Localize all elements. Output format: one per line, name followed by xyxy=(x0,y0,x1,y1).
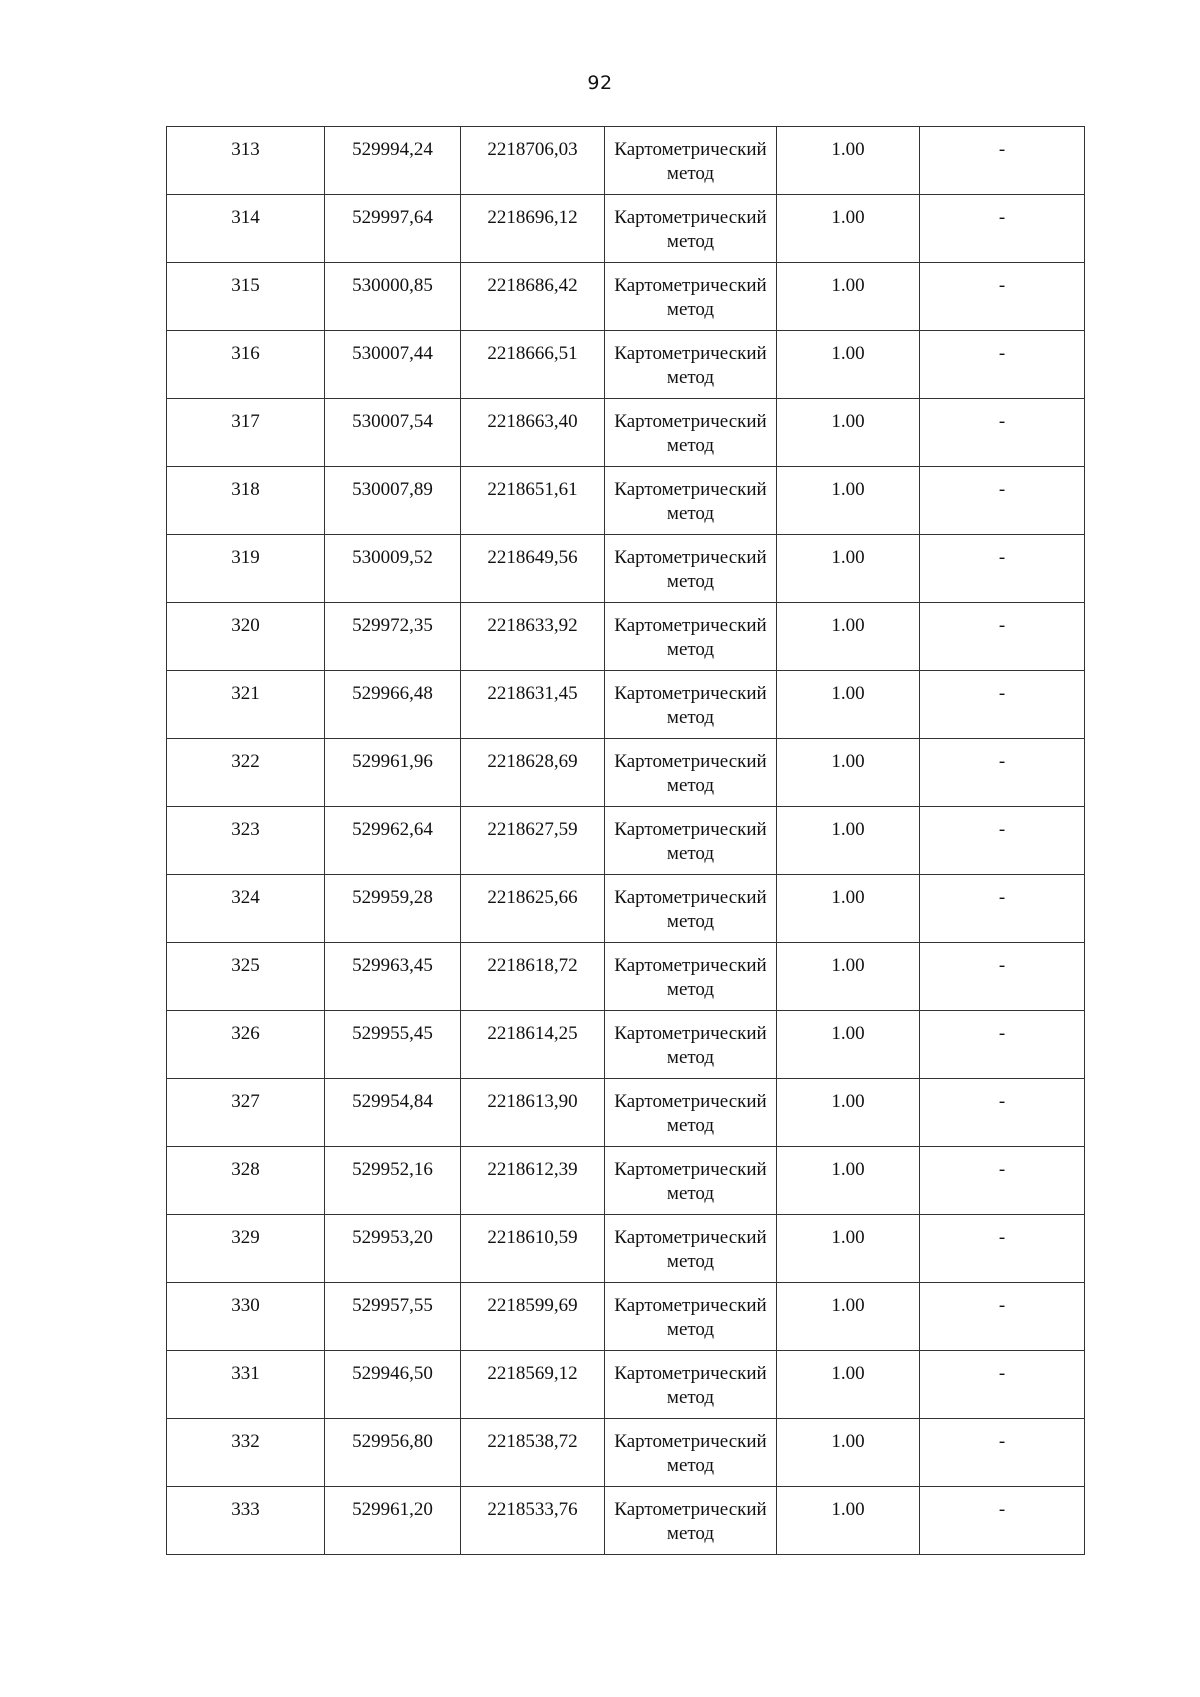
point-number-cell: 328 xyxy=(167,1147,325,1215)
y-coordinate-cell: 2218633,92 xyxy=(461,603,605,671)
x-coordinate-cell: 529954,84 xyxy=(325,1079,461,1147)
method-cell: Картометрический метод xyxy=(605,671,777,739)
accuracy-cell: 1.00 xyxy=(777,943,920,1011)
table-row xyxy=(167,331,1085,399)
method-cell: Картометрический метод xyxy=(605,535,777,603)
x-coordinate-cell: 529962,64 xyxy=(325,807,461,875)
y-coordinate-cell: 2218538,72 xyxy=(461,1419,605,1487)
point-number-cell: 322 xyxy=(167,739,325,807)
point-number-cell: 316 xyxy=(167,331,325,399)
method-cell: Картометрический метод xyxy=(605,1487,777,1555)
table-row xyxy=(167,739,1085,807)
x-coordinate-cell: 530000,85 xyxy=(325,263,461,331)
y-coordinate-cell: 2218614,25 xyxy=(461,1011,605,1079)
x-coordinate-cell: 529994,24 xyxy=(325,127,461,195)
table-row xyxy=(167,671,1085,739)
description-cell: - xyxy=(920,399,1085,467)
y-coordinate-cell: 2218569,12 xyxy=(461,1351,605,1419)
description-cell: - xyxy=(920,1487,1085,1555)
point-number-cell: 325 xyxy=(167,943,325,1011)
method-cell: Картометрический метод xyxy=(605,1011,777,1079)
accuracy-cell: 1.00 xyxy=(777,1147,920,1215)
method-cell: Картометрический метод xyxy=(605,1215,777,1283)
table-row xyxy=(167,1147,1085,1215)
accuracy-cell: 1.00 xyxy=(777,875,920,943)
x-coordinate-cell: 529966,48 xyxy=(325,671,461,739)
x-coordinate-cell: 529957,55 xyxy=(325,1283,461,1351)
point-number-cell: 315 xyxy=(167,263,325,331)
x-coordinate-cell: 529955,45 xyxy=(325,1011,461,1079)
table-row xyxy=(167,807,1085,875)
description-cell: - xyxy=(920,127,1085,195)
accuracy-cell: 1.00 xyxy=(777,671,920,739)
table-row xyxy=(167,263,1085,331)
point-number-cell: 323 xyxy=(167,807,325,875)
description-cell: - xyxy=(920,535,1085,603)
y-coordinate-cell: 2218599,69 xyxy=(461,1283,605,1351)
description-cell: - xyxy=(920,875,1085,943)
method-cell: Картометрический метод xyxy=(605,1283,777,1351)
y-coordinate-cell: 2218618,72 xyxy=(461,943,605,1011)
point-number-cell: 333 xyxy=(167,1487,325,1555)
description-cell: - xyxy=(920,263,1085,331)
table-row xyxy=(167,399,1085,467)
point-number-cell: 329 xyxy=(167,1215,325,1283)
y-coordinate-cell: 2218706,03 xyxy=(461,127,605,195)
method-cell: Картометрический метод xyxy=(605,807,777,875)
y-coordinate-cell: 2218686,42 xyxy=(461,263,605,331)
point-number-cell: 314 xyxy=(167,195,325,263)
method-cell: Картометрический метод xyxy=(605,127,777,195)
point-number-cell: 330 xyxy=(167,1283,325,1351)
method-cell: Картометрический метод xyxy=(605,875,777,943)
point-number-cell: 318 xyxy=(167,467,325,535)
page-number: 92 xyxy=(587,72,613,94)
y-coordinate-cell: 2218612,39 xyxy=(461,1147,605,1215)
point-number-cell: 313 xyxy=(167,127,325,195)
description-cell: - xyxy=(920,739,1085,807)
x-coordinate-cell: 529946,50 xyxy=(325,1351,461,1419)
x-coordinate-cell: 530009,52 xyxy=(325,535,461,603)
accuracy-cell: 1.00 xyxy=(777,535,920,603)
x-coordinate-cell: 529963,45 xyxy=(325,943,461,1011)
accuracy-cell: 1.00 xyxy=(777,1487,920,1555)
description-cell: - xyxy=(920,1283,1085,1351)
method-cell: Картометрический метод xyxy=(605,943,777,1011)
method-cell: Картометрический метод xyxy=(605,603,777,671)
accuracy-cell: 1.00 xyxy=(777,739,920,807)
method-cell: Картометрический метод xyxy=(605,399,777,467)
method-cell: Картометрический метод xyxy=(605,739,777,807)
x-coordinate-cell: 529952,16 xyxy=(325,1147,461,1215)
description-cell: - xyxy=(920,1079,1085,1147)
y-coordinate-cell: 2218663,40 xyxy=(461,399,605,467)
description-cell: - xyxy=(920,1419,1085,1487)
y-coordinate-cell: 2218666,51 xyxy=(461,331,605,399)
description-cell: - xyxy=(920,807,1085,875)
point-number-cell: 319 xyxy=(167,535,325,603)
table-row xyxy=(167,603,1085,671)
x-coordinate-cell: 530007,44 xyxy=(325,331,461,399)
accuracy-cell: 1.00 xyxy=(777,1215,920,1283)
coordinates-table-body xyxy=(167,127,1085,1555)
accuracy-cell: 1.00 xyxy=(777,399,920,467)
accuracy-cell: 1.00 xyxy=(777,467,920,535)
table-row xyxy=(167,195,1085,263)
point-number-cell: 317 xyxy=(167,399,325,467)
point-number-cell: 326 xyxy=(167,1011,325,1079)
y-coordinate-cell: 2218625,66 xyxy=(461,875,605,943)
table-row xyxy=(167,1351,1085,1419)
description-cell: - xyxy=(920,1215,1085,1283)
table-row xyxy=(167,1487,1085,1555)
accuracy-cell: 1.00 xyxy=(777,1079,920,1147)
table-row xyxy=(167,875,1085,943)
table-row xyxy=(167,1419,1085,1487)
x-coordinate-cell: 529961,20 xyxy=(325,1487,461,1555)
description-cell: - xyxy=(920,1351,1085,1419)
method-cell: Картометрический метод xyxy=(605,467,777,535)
table-row xyxy=(167,535,1085,603)
accuracy-cell: 1.00 xyxy=(777,195,920,263)
accuracy-cell: 1.00 xyxy=(777,1011,920,1079)
accuracy-cell: 1.00 xyxy=(777,603,920,671)
point-number-cell: 327 xyxy=(167,1079,325,1147)
table-row xyxy=(167,1283,1085,1351)
x-coordinate-cell: 529997,64 xyxy=(325,195,461,263)
x-coordinate-cell: 529953,20 xyxy=(325,1215,461,1283)
table-row xyxy=(167,467,1085,535)
description-cell: - xyxy=(920,195,1085,263)
x-coordinate-cell: 529959,28 xyxy=(325,875,461,943)
x-coordinate-cell: 529961,96 xyxy=(325,739,461,807)
method-cell: Картометрический метод xyxy=(605,195,777,263)
method-cell: Картометрический метод xyxy=(605,1147,777,1215)
description-cell: - xyxy=(920,331,1085,399)
point-number-cell: 321 xyxy=(167,671,325,739)
y-coordinate-cell: 2218533,76 xyxy=(461,1487,605,1555)
accuracy-cell: 1.00 xyxy=(777,1351,920,1419)
method-cell: Картометрический метод xyxy=(605,1079,777,1147)
description-cell: - xyxy=(920,603,1085,671)
accuracy-cell: 1.00 xyxy=(777,1283,920,1351)
method-cell: Картометрический метод xyxy=(605,1419,777,1487)
point-number-cell: 331 xyxy=(167,1351,325,1419)
accuracy-cell: 1.00 xyxy=(777,263,920,331)
method-cell: Картометрический метод xyxy=(605,1351,777,1419)
y-coordinate-cell: 2218627,59 xyxy=(461,807,605,875)
method-cell: Картометрический метод xyxy=(605,331,777,399)
y-coordinate-cell: 2218649,56 xyxy=(461,535,605,603)
y-coordinate-cell: 2218696,12 xyxy=(461,195,605,263)
y-coordinate-cell: 2218628,69 xyxy=(461,739,605,807)
table-row xyxy=(167,943,1085,1011)
accuracy-cell: 1.00 xyxy=(777,807,920,875)
point-number-cell: 324 xyxy=(167,875,325,943)
point-number-cell: 332 xyxy=(167,1419,325,1487)
description-cell: - xyxy=(920,1011,1085,1079)
method-cell: Картометрический метод xyxy=(605,263,777,331)
y-coordinate-cell: 2218613,90 xyxy=(461,1079,605,1147)
accuracy-cell: 1.00 xyxy=(777,1419,920,1487)
description-cell: - xyxy=(920,671,1085,739)
x-coordinate-cell: 530007,89 xyxy=(325,467,461,535)
table-row xyxy=(167,1079,1085,1147)
accuracy-cell: 1.00 xyxy=(777,127,920,195)
x-coordinate-cell: 529972,35 xyxy=(325,603,461,671)
table-row xyxy=(167,127,1085,195)
y-coordinate-cell: 2218631,45 xyxy=(461,671,605,739)
table-row xyxy=(167,1215,1085,1283)
table-row xyxy=(167,1011,1085,1079)
description-cell: - xyxy=(920,467,1085,535)
accuracy-cell: 1.00 xyxy=(777,331,920,399)
description-cell: - xyxy=(920,1147,1085,1215)
description-cell: - xyxy=(920,943,1085,1011)
x-coordinate-cell: 530007,54 xyxy=(325,399,461,467)
y-coordinate-cell: 2218610,59 xyxy=(461,1215,605,1283)
point-number-cell: 320 xyxy=(167,603,325,671)
y-coordinate-cell: 2218651,61 xyxy=(461,467,605,535)
x-coordinate-cell: 529956,80 xyxy=(325,1419,461,1487)
coordinates-table xyxy=(166,126,1085,1555)
